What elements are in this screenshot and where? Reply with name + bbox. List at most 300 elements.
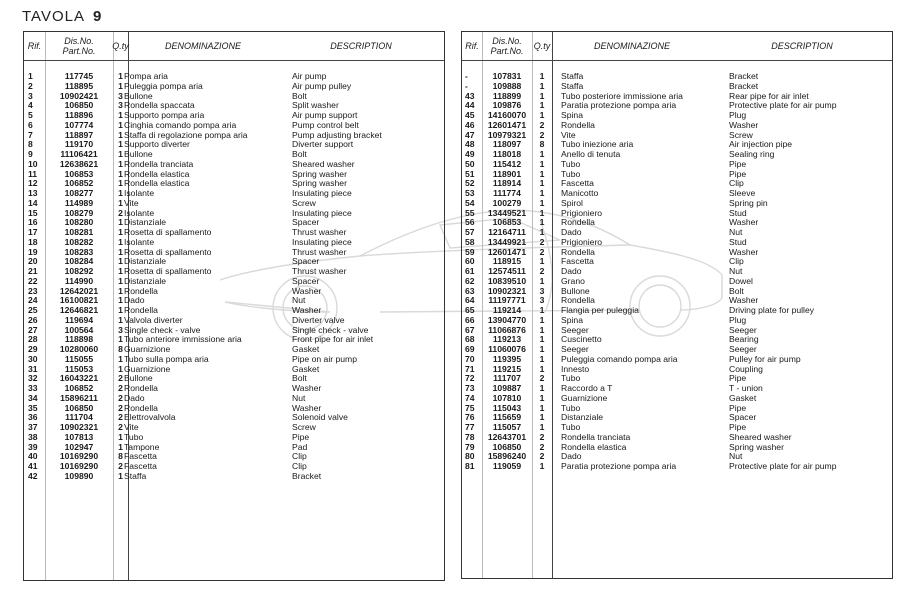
part-number: 13904770: [487, 314, 527, 325]
ref-number: 24: [28, 295, 38, 306]
quantity: 1: [118, 266, 123, 276]
part-number: 10902321: [487, 285, 527, 296]
italian-name: Manicotto: [561, 188, 599, 198]
english-description: Bolt: [729, 285, 744, 296]
part-number: 12601471: [487, 246, 527, 257]
english-description: Sleeve: [729, 188, 756, 198]
quantity: 1: [539, 344, 545, 354]
part-number: 118901: [492, 168, 522, 179]
ref-number: 7: [28, 129, 33, 140]
english-description: Air pump pulley: [292, 80, 352, 91]
part-number: 10280060: [59, 344, 99, 354]
italian-name: Dado: [561, 227, 582, 237]
english-description: Thrust washer: [292, 227, 347, 237]
quantity: 3: [539, 285, 545, 296]
quantity: 1: [539, 168, 545, 179]
ref-number: 53: [465, 188, 475, 198]
quantity: 1: [539, 207, 545, 218]
ref-number: 51: [465, 168, 475, 179]
english-description: Clip: [729, 178, 744, 189]
quantity: 1: [118, 363, 123, 374]
quantity: 1: [539, 227, 545, 237]
english-description: Screw: [292, 197, 316, 208]
english-description: Sealing ring: [729, 149, 775, 159]
part-number: 106852: [64, 178, 94, 189]
part-number: 108284: [64, 256, 94, 267]
quantity: 1: [539, 217, 545, 228]
italian-name: Rosetta di spallamento: [124, 227, 212, 237]
table-row: [462, 121, 892, 131]
part-number: 100279: [492, 197, 522, 208]
italian-name: Puleggia pompa aria: [124, 80, 203, 91]
english-description: Bolt: [292, 90, 307, 101]
part-number: 14160070: [487, 110, 527, 120]
quantity: 1: [118, 431, 123, 442]
english-description: Nut: [729, 451, 743, 462]
quantity: 2: [539, 451, 545, 462]
table-row: [462, 316, 892, 326]
english-description: Spring washer: [292, 178, 347, 189]
english-description: Diverter support: [292, 139, 354, 150]
part-number: 108292: [64, 266, 94, 276]
part-number: 115043: [492, 402, 522, 413]
part-number: 13449521: [487, 207, 527, 218]
english-description: Stud: [729, 207, 747, 218]
ref-number: 8: [28, 139, 33, 150]
table-row: [462, 160, 892, 170]
quantity: 1: [118, 178, 123, 189]
part-number: 108279: [64, 207, 94, 218]
italian-name: Tubo: [561, 422, 581, 432]
ref-number: 18: [28, 236, 38, 247]
ref-number: 76: [465, 412, 475, 423]
italian-name: Valvola diverter: [124, 314, 183, 325]
part-number: 115412: [492, 158, 522, 169]
italian-name: Rondella: [124, 383, 158, 393]
italian-name: Tubo: [561, 373, 581, 384]
quantity: 1: [539, 158, 545, 169]
table-row: [462, 394, 892, 404]
quantity: 1: [539, 412, 545, 423]
quantity: 1: [539, 334, 545, 345]
italian-name: Distanziale: [124, 275, 167, 286]
italian-name: Rosetta di spallamento: [124, 246, 212, 257]
part-number: 11066876: [488, 324, 526, 335]
ref-number: 1: [28, 71, 33, 81]
english-description: Insulating piece: [292, 207, 352, 218]
english-description: Driving plate for pulley: [729, 305, 815, 315]
part-number: 118899: [492, 90, 522, 101]
italian-name: Rosetta di spallamento: [124, 266, 212, 276]
part-number: 108282: [64, 236, 94, 247]
table-row: [462, 101, 892, 111]
header-rif: Rif.: [465, 41, 479, 51]
table-row: [462, 287, 892, 297]
ref-number: 56: [465, 217, 475, 228]
italian-name: Rondella tranciata: [124, 158, 194, 169]
ref-number: 37: [28, 422, 38, 432]
english-description: Clip: [729, 256, 744, 267]
quantity: 2: [539, 129, 545, 140]
english-description: Pipe: [729, 158, 747, 169]
header-description: DESCRIPTION: [330, 41, 392, 51]
english-description: Gasket: [292, 344, 320, 354]
ref-number: 17: [28, 227, 38, 237]
italian-name: Prigioniero: [561, 236, 603, 247]
ref-number: 5: [28, 110, 33, 120]
english-description: Bracket: [729, 71, 759, 81]
ref-number: 52: [465, 178, 475, 189]
part-number: 118914: [492, 178, 522, 189]
english-description: Clip: [292, 451, 307, 462]
ref-number: 45: [465, 110, 475, 120]
italian-name: Tubo posteriore immissione aria: [561, 90, 683, 101]
part-number: 12601471: [487, 119, 527, 130]
table-row: [462, 335, 892, 345]
part-number: 118898: [64, 334, 94, 345]
quantity: 1: [539, 256, 545, 267]
english-description: Pad: [292, 441, 308, 452]
header-part-no: Dis.No. Part.No.: [490, 36, 524, 56]
quantity: 3: [118, 90, 123, 101]
part-number: 11060076: [488, 344, 526, 354]
part-number: 111704: [65, 412, 93, 423]
ref-number: 79: [465, 441, 475, 452]
header-description: DESCRIPTION: [771, 41, 833, 51]
ref-number: 20: [28, 256, 38, 267]
italian-name: Tubo: [561, 158, 581, 169]
quantity: 1: [539, 392, 545, 403]
italian-name: Rondella elastica: [124, 168, 190, 179]
english-description: Pipe: [729, 422, 747, 432]
table-row: [462, 238, 892, 248]
italian-name: Grano: [561, 275, 585, 286]
quantity: 1: [118, 256, 123, 267]
english-description: Spring washer: [292, 168, 347, 179]
table-row: [462, 267, 892, 277]
quantity: 1: [118, 188, 123, 198]
english-description: Washer: [729, 246, 759, 257]
italian-name: Flangia per puleggia: [561, 305, 639, 315]
ref-number: 40: [28, 451, 38, 462]
part-number: 12643701: [487, 431, 527, 442]
italian-name: Spina: [561, 110, 583, 120]
english-description: Washer: [729, 119, 759, 130]
table-row: [462, 277, 892, 287]
table-row: [462, 248, 892, 258]
english-description: Thrust washer: [292, 246, 347, 257]
english-description: Nut: [292, 295, 306, 306]
header-rif: Rif.: [27, 41, 42, 51]
part-number: 114990: [64, 275, 94, 286]
italian-name: Elettrovalvola: [124, 412, 176, 423]
italian-name: Cinghia comando pompa aria: [124, 119, 237, 130]
italian-name: Tubo: [124, 431, 144, 442]
italian-name: Paratia protezione pompa aria: [561, 100, 677, 111]
ref-number: 42: [28, 470, 38, 481]
quantity: 1: [118, 275, 123, 286]
english-description: Dowel: [729, 275, 753, 286]
quantity: 2: [118, 422, 123, 432]
part-number: 108277: [64, 188, 94, 198]
table-row: [462, 140, 892, 150]
part-number: 11106421: [60, 149, 98, 159]
part-number: 119694: [64, 314, 94, 325]
part-number: 11197771: [488, 295, 526, 306]
italian-name: Isolante: [124, 236, 155, 247]
quantity: 2: [539, 119, 545, 130]
english-description: Spacer: [292, 256, 320, 267]
english-description: Thrust washer: [292, 266, 347, 276]
table-row: [462, 413, 892, 423]
part-number: 15896240: [487, 451, 527, 462]
table-row: [462, 170, 892, 180]
quantity: 1: [539, 363, 545, 374]
ref-number: 23: [28, 285, 38, 296]
table-body: [24, 72, 444, 482]
english-description: Pipe on air pump: [292, 353, 357, 364]
quantity: 2: [539, 441, 545, 452]
italian-name: Raccordo a T: [561, 383, 613, 393]
part-number: 118897: [64, 129, 94, 140]
quantity: 2: [539, 373, 545, 384]
part-number: 10902321: [59, 422, 99, 432]
english-description: Spacer: [292, 275, 320, 286]
part-number: 12574511: [488, 266, 526, 276]
ref-number: 39: [28, 441, 38, 452]
ref-number: 73: [465, 383, 475, 393]
part-number: 10979321: [487, 129, 527, 140]
quantity: 3: [118, 324, 123, 335]
italian-name: Tubo anteriore immissione aria: [124, 334, 242, 345]
ref-number: 11: [28, 168, 38, 179]
english-description: Gasket: [729, 392, 757, 403]
ref-number: 69: [465, 344, 475, 354]
header-qty: Q.ty: [112, 41, 129, 51]
part-number: 13449921: [487, 236, 527, 247]
ref-number: 44: [465, 100, 475, 111]
english-description: Plug: [729, 110, 747, 120]
part-number: 109876: [492, 100, 522, 111]
ref-number: 55: [465, 207, 475, 218]
part-number: 16043221: [59, 373, 99, 384]
italian-name: Spina: [561, 314, 583, 325]
table-row: [462, 306, 892, 316]
table-row: [462, 131, 892, 141]
english-description: Diverter valve: [292, 314, 345, 325]
ref-number: 35: [28, 402, 38, 413]
italian-name: Guarnizione: [561, 392, 608, 403]
ref-number: 74: [465, 392, 475, 403]
part-number: 106853: [492, 217, 522, 228]
quantity: 1: [118, 80, 123, 91]
ref-number: 9: [28, 149, 33, 159]
english-description: Plug: [729, 314, 747, 325]
part-number: 107813: [64, 431, 94, 442]
english-description: Air pump: [292, 71, 327, 81]
italian-name: Rondella: [124, 402, 158, 413]
part-number: 102947: [64, 441, 94, 452]
ref-number: 47: [465, 129, 475, 140]
ref-number: 29: [28, 344, 38, 354]
italian-name: Fascetta: [561, 178, 594, 189]
italian-name: Tubo: [561, 402, 581, 413]
quantity: 2: [118, 207, 123, 218]
english-description: Seeger: [729, 324, 757, 335]
quantity: 1: [539, 90, 545, 101]
english-description: Gasket: [292, 363, 320, 374]
english-description: Bracket: [729, 80, 759, 91]
italian-name: Rondella: [561, 246, 595, 257]
italian-name: Rondella: [124, 305, 158, 315]
english-description: Pipe: [729, 402, 747, 413]
ref-number: 32: [28, 373, 38, 384]
table-row: [462, 296, 892, 306]
ref-number: 58: [465, 236, 475, 247]
ref-number: -: [465, 71, 468, 81]
english-description: Washer: [292, 285, 322, 296]
italian-name: Distanziale: [124, 217, 167, 228]
english-description: Spring pin: [729, 197, 768, 208]
ref-number: 61: [465, 266, 475, 276]
ref-number: 71: [465, 363, 475, 374]
ref-number: 10: [28, 158, 38, 169]
part-number: 119215: [492, 363, 522, 374]
quantity: 2: [539, 246, 545, 257]
table-row: [462, 189, 892, 199]
ref-number: 15: [28, 207, 38, 218]
english-description: Nut: [729, 266, 743, 276]
table-header: [462, 32, 892, 61]
ref-number: 77: [465, 422, 475, 432]
page-title-number: 9: [92, 8, 103, 25]
quantity: 1: [118, 227, 123, 237]
header-denominazione: DENOMINAZIONE: [164, 41, 241, 51]
part-number: 106850: [492, 441, 522, 452]
quantity: 1: [539, 178, 545, 189]
quantity: 3: [118, 100, 123, 111]
english-description: Screw: [729, 129, 753, 140]
quantity: 1: [118, 129, 123, 140]
english-description: Air injection pipe: [729, 139, 793, 150]
part-number: 109890: [64, 470, 94, 481]
ref-number: 41: [28, 461, 38, 471]
english-description: Stud: [729, 236, 747, 247]
italian-name: Rondella elastica: [124, 178, 190, 189]
parts-table-right: [461, 31, 893, 579]
header-denominazione: DENOMINAZIONE: [593, 41, 670, 51]
table-row: [462, 374, 892, 384]
quantity: 1: [118, 158, 123, 169]
part-number: 109888: [492, 80, 522, 91]
quantity: 1: [118, 353, 123, 364]
table-row: [462, 423, 892, 433]
header-qty: Q.ty: [533, 41, 551, 51]
english-description: Nut: [729, 227, 743, 237]
quantity: 2: [118, 402, 123, 413]
italian-name: Paratia protezione pompa aria: [561, 461, 677, 471]
table-row: [462, 150, 892, 160]
quantity: 1: [539, 197, 545, 208]
english-description: Pump control belt: [292, 119, 359, 130]
italian-name: Dado: [124, 295, 145, 306]
quantity: 1: [539, 110, 545, 120]
english-description: Spacer: [729, 412, 757, 423]
ref-number: 16: [28, 217, 38, 228]
part-number: 107831: [492, 71, 522, 81]
table-row: [462, 404, 892, 414]
quantity: 1: [118, 110, 123, 120]
quantity: 1: [118, 314, 123, 325]
table-row: [462, 199, 892, 209]
english-description: Washer: [729, 295, 759, 306]
italian-name: Fascetta: [124, 451, 157, 462]
part-number: 15896211: [60, 392, 98, 403]
quantity: 1: [118, 236, 123, 247]
ref-number: 22: [28, 275, 38, 286]
part-number: 119395: [492, 353, 522, 364]
ref-number: 59: [465, 246, 475, 257]
ref-number: 65: [465, 305, 475, 315]
part-number: 109887: [492, 383, 522, 393]
header-part-no: Dis.No. Part.No.: [62, 36, 96, 56]
english-description: Bolt: [292, 149, 307, 159]
part-number: 107810: [492, 392, 522, 403]
ref-number: 38: [28, 431, 38, 442]
quantity: 1: [118, 305, 123, 315]
quantity: 1: [118, 441, 123, 452]
part-number: 119213: [492, 334, 522, 345]
italian-name: Pompa aria: [124, 71, 168, 81]
table-row: [462, 218, 892, 228]
italian-name: Tampone: [124, 441, 160, 452]
ref-number: 4: [28, 100, 33, 111]
italian-name: Innesto: [561, 363, 590, 374]
italian-name: Staffa: [561, 71, 584, 81]
italian-name: Bullone: [561, 285, 590, 296]
english-description: Washer: [292, 305, 322, 315]
italian-name: Rondella tranciata: [561, 431, 631, 442]
english-description: Insulating piece: [292, 188, 352, 198]
page-title-label: TAVOLA: [22, 8, 85, 25]
quantity: 1: [118, 149, 123, 159]
english-description: Split washer: [292, 100, 339, 111]
table-row: [462, 326, 892, 336]
ref-number: 31: [28, 363, 38, 374]
quantity: 2: [118, 383, 123, 393]
english-description: Nut: [292, 392, 306, 403]
part-number: 100564: [64, 324, 94, 335]
italian-name: Isolante: [124, 207, 155, 218]
italian-name: Staffa di regolazione pompa aria: [124, 129, 248, 140]
ref-number: 62: [465, 275, 475, 286]
table-row: [462, 179, 892, 189]
part-number: 118896: [64, 110, 94, 120]
ref-number: 21: [28, 266, 38, 276]
quantity: 8: [118, 344, 123, 354]
english-description: Clip: [292, 461, 307, 471]
part-number: 115659: [492, 412, 522, 423]
ref-number: 27: [28, 324, 38, 335]
italian-name: Supporto diverter: [124, 139, 190, 150]
table-row: [462, 365, 892, 375]
ref-number: 80: [465, 451, 475, 462]
quantity: 1: [118, 246, 123, 257]
english-description: Pulley for air pump: [729, 353, 801, 364]
part-number: 10169290: [59, 451, 99, 462]
italian-name: Vite: [124, 422, 139, 432]
table-row: [462, 228, 892, 238]
